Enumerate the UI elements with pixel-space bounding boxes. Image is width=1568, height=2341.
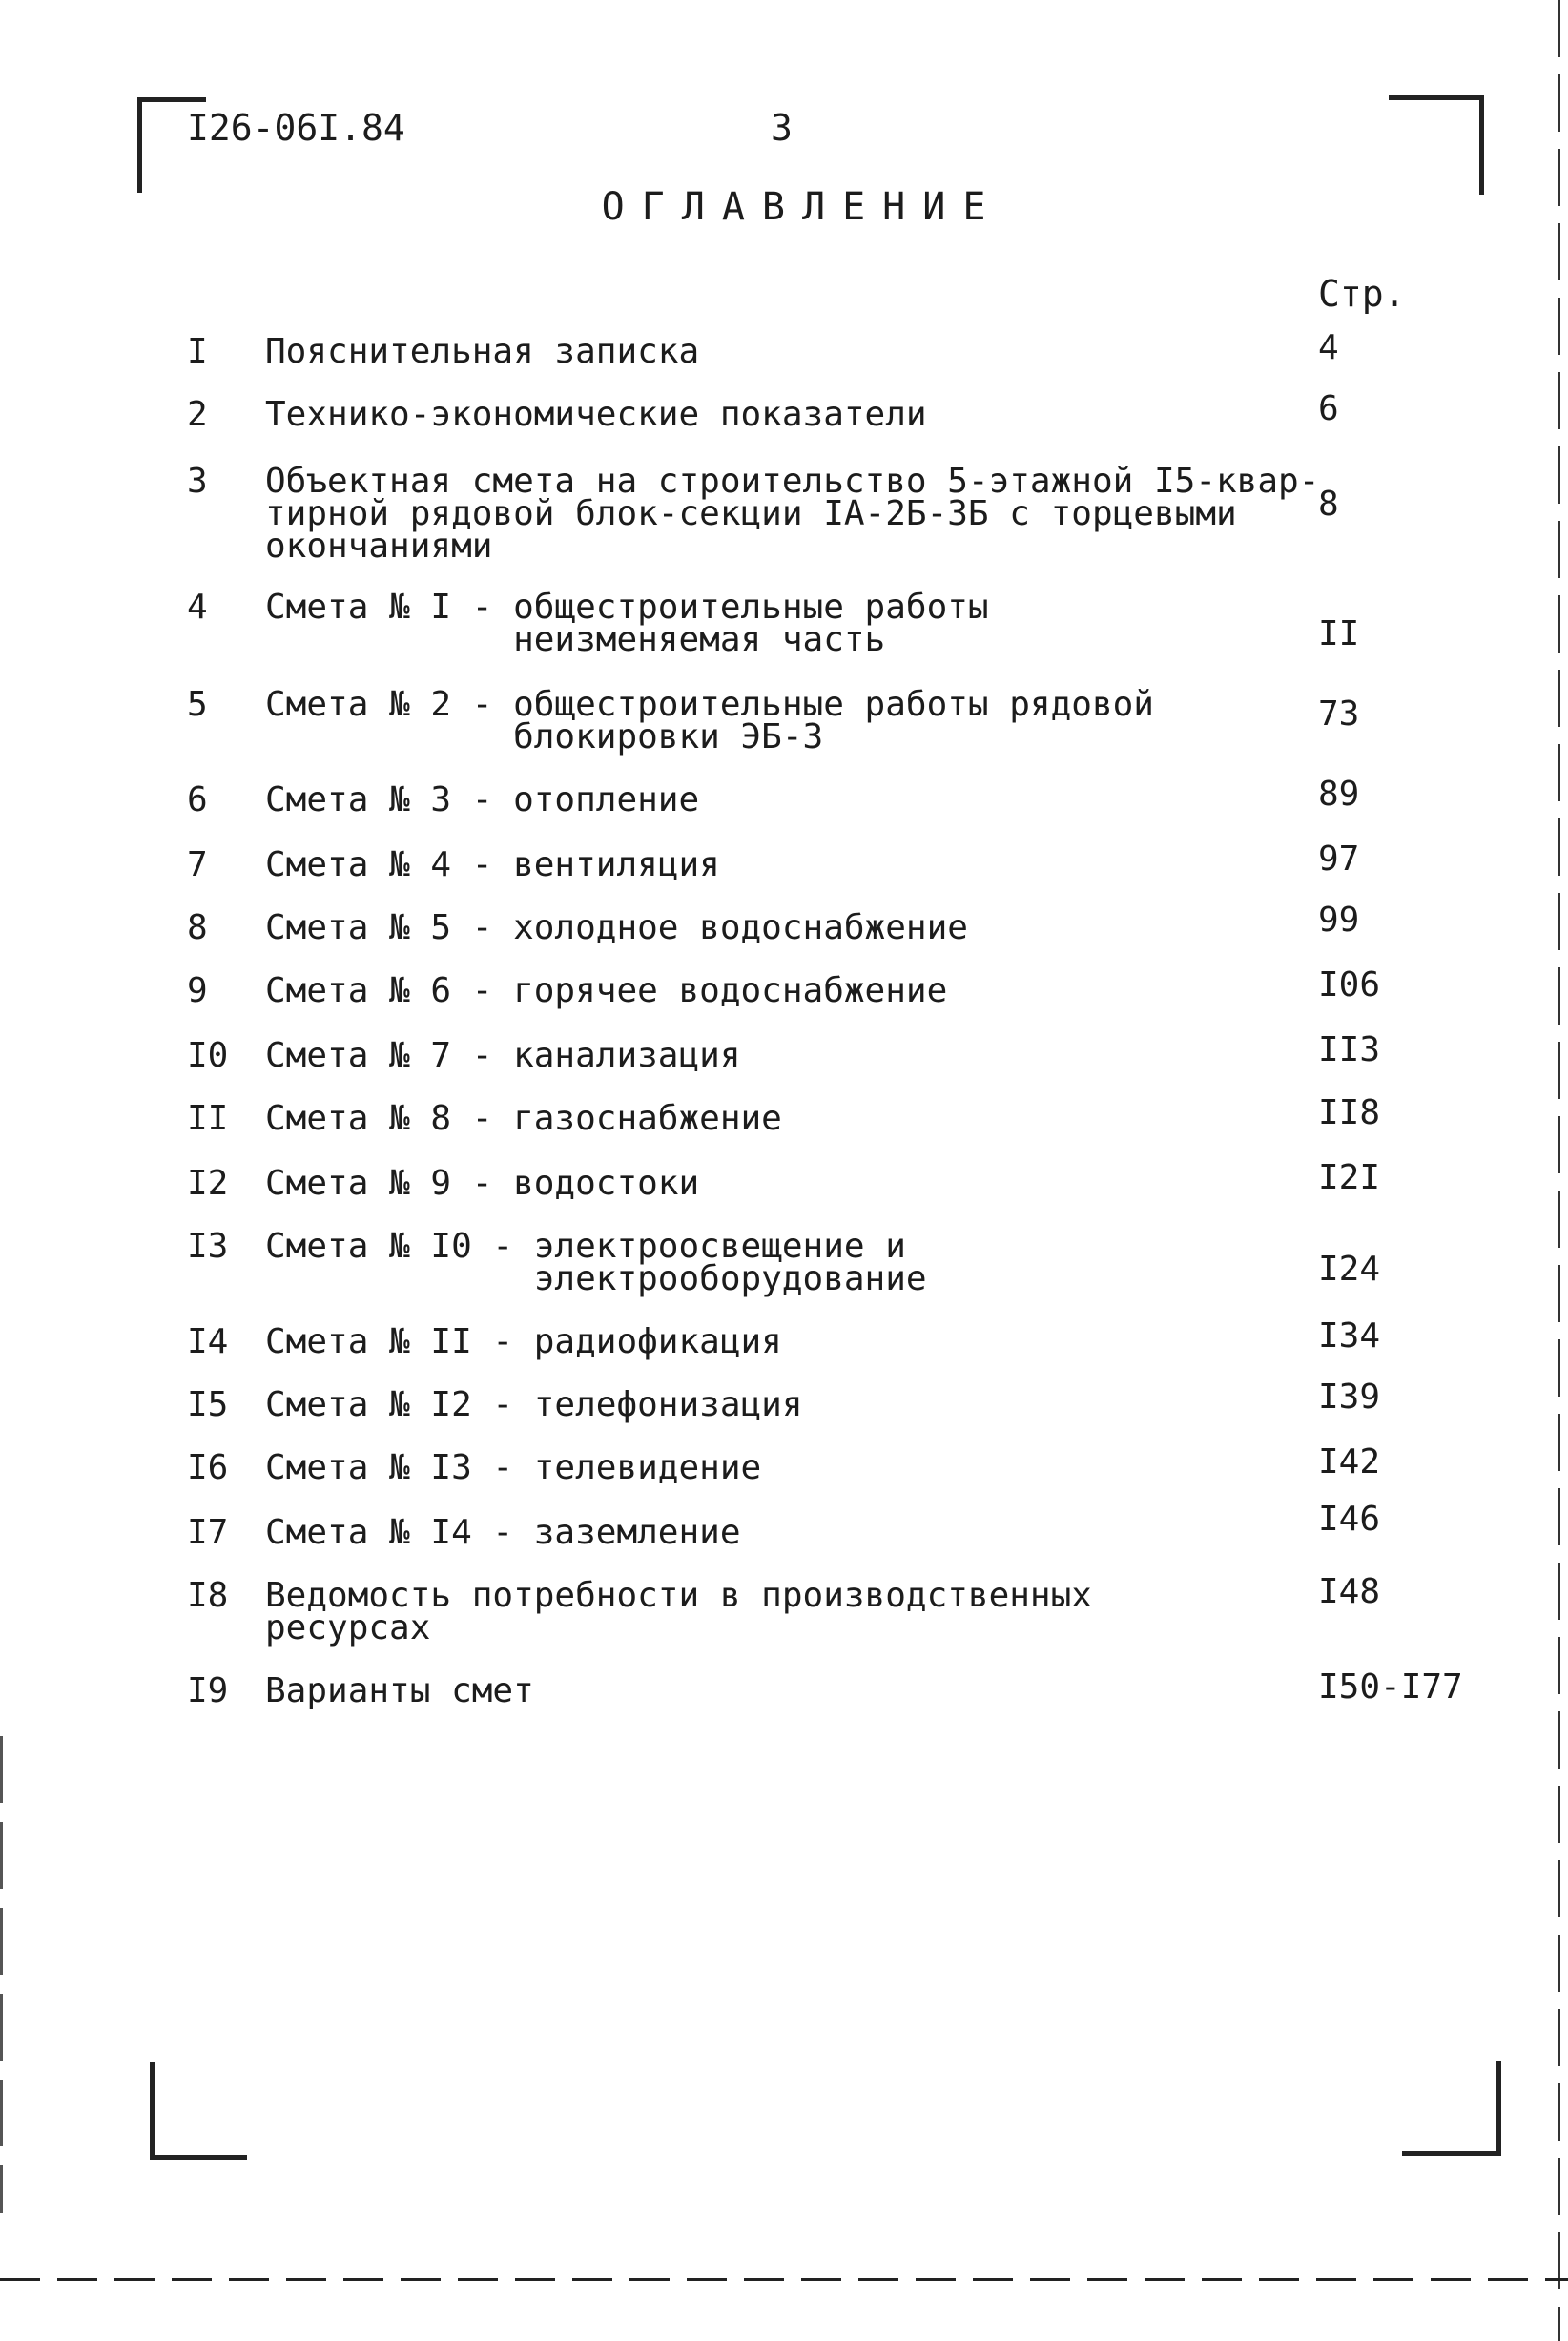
toc-item-title-line: Смета № I3 - телевидение <box>265 1448 762 1487</box>
toc-item-page: I46 <box>1318 1500 1381 1539</box>
scan-edge-left <box>0 1736 3 2213</box>
toc-item-title <box>265 685 1267 756</box>
toc-item-number: I7 <box>187 1513 229 1552</box>
toc-item-title-line: Смета № 9 - водостоки <box>265 1164 700 1203</box>
toc-item-title <box>265 1099 1267 1138</box>
toc-item-number: I9 <box>187 1671 229 1710</box>
toc-item-number: I0 <box>187 1036 229 1075</box>
toc-item-page: I50-I77 <box>1318 1668 1463 1707</box>
toc-item-title-line: Объектная смета на строительство 5-этажной I5-квар- <box>265 462 1320 501</box>
toc-item-title-line: Пояснительная записка <box>265 332 700 371</box>
corner-mark-top-left-v <box>137 97 142 193</box>
toc-item-title <box>265 845 1267 884</box>
toc-item-number: 8 <box>187 908 208 947</box>
toc-item-title-line: тирной рядовой блок-секции IA-2Б-3Б с торцевыми <box>265 494 1237 533</box>
toc-item-title-line: Смета № 6 - горячее водоснабжение <box>265 971 948 1010</box>
toc-item-title <box>265 332 1267 371</box>
toc-item-title <box>265 1227 1267 1298</box>
scan-edge-right <box>1558 0 1560 2341</box>
toc-item-title-line: Смета № I4 - заземление <box>265 1513 741 1552</box>
toc-item-number: II <box>187 1099 229 1138</box>
toc-item-page: 6 <box>1318 389 1339 428</box>
toc-item-page: I2I <box>1318 1158 1381 1197</box>
corner-mark-top-right-v <box>1479 95 1484 195</box>
corner-mark-bottom-left-v <box>150 2062 155 2160</box>
toc-item-title-line: Смета № 8 - газоснабжение <box>265 1099 782 1138</box>
toc-item-title <box>265 588 1267 659</box>
toc-item-title <box>265 1322 1267 1361</box>
toc-item-number: 5 <box>187 685 208 724</box>
toc-item-title-line: окончаниями <box>265 527 493 566</box>
toc-item-title-line: Смета № 3 - отопление <box>265 780 700 819</box>
toc-item-number: I4 <box>187 1322 229 1361</box>
toc-item-title <box>265 1513 1267 1552</box>
toc-item-title <box>265 395 1267 434</box>
page-number: 3 <box>771 107 793 149</box>
toc-item-number: I <box>187 332 208 371</box>
toc-item-title <box>265 462 1320 566</box>
toc-item-title-line: электрооборудование <box>265 1259 927 1298</box>
toc-item-page: 99 <box>1318 901 1360 940</box>
toc-item-title <box>265 1448 1267 1487</box>
toc-item-page: I34 <box>1318 1316 1381 1356</box>
page-title: ОГЛАВЛЕНИЕ <box>601 185 1003 229</box>
toc-item-number: 4 <box>187 588 208 627</box>
toc-item-title-line: Смета № I0 - электроосвещение и <box>265 1227 906 1266</box>
document-code: I26-06I.84 <box>187 107 405 149</box>
toc-item-title-line: ресурсах <box>265 1608 431 1647</box>
scan-edge-bottom <box>0 2278 1568 2281</box>
toc-item-title-line: Варианты смет <box>265 1671 534 1710</box>
toc-item-title <box>265 1385 1267 1424</box>
toc-item-page: II3 <box>1318 1030 1381 1069</box>
toc-item-title-line: Смета № 5 - холодное водоснабжение <box>265 908 968 947</box>
toc-item-page: 4 <box>1318 328 1339 367</box>
toc-item-page: I24 <box>1318 1250 1381 1289</box>
toc-item-number: 7 <box>187 845 208 884</box>
corner-mark-bottom-right-v <box>1496 2061 1501 2156</box>
toc-item-number: 2 <box>187 395 208 434</box>
toc-item-page: I48 <box>1318 1572 1381 1611</box>
toc-item-page: 89 <box>1318 775 1360 814</box>
toc-item-number: 3 <box>187 462 208 501</box>
toc-item-title-line: Смета № II - радиофикация <box>265 1322 782 1361</box>
corner-mark-top-right-h <box>1389 95 1484 100</box>
toc-item-title <box>265 1164 1267 1203</box>
toc-item-title-line: Смета № 4 - вентиляция <box>265 845 720 884</box>
corner-mark-top-left-h <box>137 97 206 102</box>
toc-item-number: I8 <box>187 1576 229 1615</box>
page-column-label: Стр. <box>1318 273 1406 315</box>
toc-item-number: I5 <box>187 1385 229 1424</box>
toc-item-number: I3 <box>187 1227 229 1266</box>
toc-item-title <box>265 780 1267 819</box>
toc-item-title-line: Смета № I - общестроительные работы <box>265 588 989 627</box>
toc-item-page: II8 <box>1318 1093 1381 1132</box>
toc-item-title-line: неизменяемая часть <box>265 620 886 659</box>
toc-item-number: I6 <box>187 1448 229 1487</box>
toc-item-title <box>265 1036 1267 1075</box>
toc-item-number: 6 <box>187 780 208 819</box>
toc-item-number: 9 <box>187 971 208 1010</box>
toc-item-title <box>265 908 1267 947</box>
toc-item-page: II <box>1318 614 1360 653</box>
toc-item-title-line: Ведомость потребности в производственных <box>265 1576 1092 1615</box>
toc-item-page: I39 <box>1318 1378 1381 1417</box>
toc-item-page: I06 <box>1318 965 1381 1005</box>
toc-item-page: I42 <box>1318 1442 1381 1481</box>
toc-item-title <box>265 1576 1267 1647</box>
toc-item-title <box>265 971 1267 1010</box>
toc-item-page: 97 <box>1318 839 1360 879</box>
toc-item-title-line: Технико-экономические показатели <box>265 395 927 434</box>
toc-item-title <box>265 1671 1267 1710</box>
toc-item-page: 73 <box>1318 694 1360 734</box>
corner-mark-bottom-left-h <box>150 2155 247 2160</box>
toc-item-title-line: Смета № I2 - телефонизация <box>265 1385 803 1424</box>
toc-item-title-line: блокировки ЭБ-3 <box>265 717 824 756</box>
toc-item-title-line: Смета № 2 - общестроительные работы рядовой <box>265 685 1154 724</box>
toc-item-page: 8 <box>1318 485 1339 524</box>
corner-mark-bottom-right-h <box>1402 2151 1501 2156</box>
toc-item-title-line: Смета № 7 - канализация <box>265 1036 741 1075</box>
toc-item-number: I2 <box>187 1164 229 1203</box>
